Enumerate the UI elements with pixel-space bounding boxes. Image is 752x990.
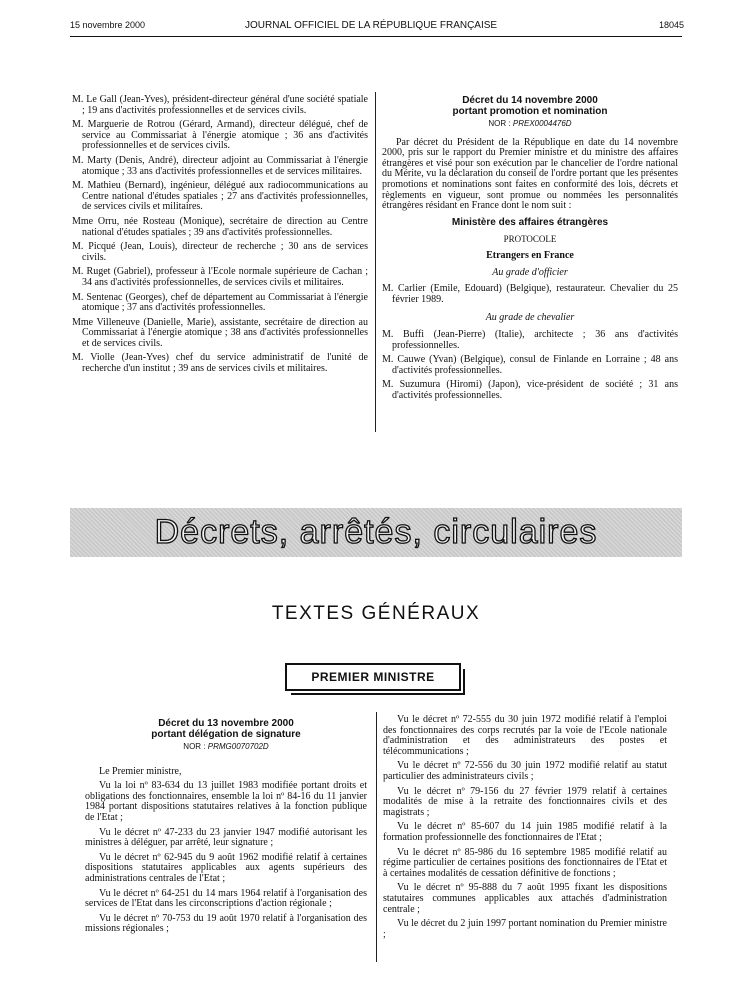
decree-delegation bbox=[85, 718, 367, 939]
visa-item: Vu le décret nº 72-556 du 30 juin 1972 modifié relatif au statut particulier des administrateurs civils ; bbox=[383, 760, 667, 782]
visa-item: Vu le décret nº 85-607 du 14 juin 1985 modifié relatif à la formation professionnelle des fonctionnaires de l'Etat ; bbox=[383, 821, 667, 843]
list-item: M. Marguerie de Rotrou (Gérard, Armand), directeur délégué, chef de service au Commissariat à l'énergie atomique ; 36 ans d'activités professionnelles et de services civils. bbox=[72, 119, 368, 152]
header-rule bbox=[70, 36, 682, 37]
decree-title bbox=[85, 718, 367, 740]
section-heading: Etrangers en France bbox=[486, 249, 574, 261]
list-item: M. Picqué (Jean, Louis), directeur de recherche ; 30 ans de services civils. bbox=[72, 241, 368, 263]
list-item: M. Violle (Jean-Yves) chef du service administratif de l'unité de recherche d'un institut ; 39 ans de services civils et militaires. bbox=[72, 352, 368, 375]
visa-item: Vu le décret nº 64-251 du 14 mars 1964 relatif à l'organisation des services de l'Etat dans les circonscriptions d'action régionale ; bbox=[85, 887, 367, 910]
nor-label: NOR : bbox=[183, 742, 206, 751]
visa-item: Vu le décret du 2 juin 1997 portant nomination du Premier ministre ; bbox=[383, 918, 667, 940]
list-item: M. Marty (Denis, André), directeur adjoint au Commissariat à l'énergie atomique ; 33 ans d'activités professionnelles et de services militaires. bbox=[72, 154, 368, 177]
decree-body: Par décret du Président de la République en date du 14 novembre 2000, pris sur le rapport du Premier ministre et du ministre des affaires étrangères et visé pour son exécution par le chancelier de l'ordre national du Mérite, vu la déclaration du conseil de l'ordre portant que les présentes promotions et nominations sont faites en conformité des lois, décrets et règlements en vigueur, sont promue ou nommées les personnalités étrangères résidant en France dont le nom suit : bbox=[382, 136, 678, 212]
nor-code: PRMG0070702D bbox=[207, 742, 269, 751]
list-item: M. Carlier (Emile, Edouard) (Belgique), restaurateur. Chevalier du 25 février 1989. bbox=[382, 283, 678, 305]
list-item: M. Mathieu (Bernard), ingénieur, délégué aux radiocommunications au Centre national d'études spatiales ; 27 ans d'activités professionnelles, de services civils et militaires. bbox=[72, 180, 368, 213]
nor-reference bbox=[382, 119, 678, 130]
decree-promotion bbox=[382, 95, 678, 405]
decree-title-line: Décret du 14 novembre 2000 bbox=[462, 95, 598, 106]
visa-item: Vu le décret nº 47-233 du 23 janvier 1947 modifié autorisant les ministres à déléguer, par arrêté, leur signature ; bbox=[85, 826, 367, 849]
column-divider bbox=[376, 712, 377, 962]
protocol-heading: PROTOCOLE bbox=[503, 234, 557, 245]
nor-label: NOR : bbox=[488, 119, 511, 128]
decree-title-line: portant délégation de signature bbox=[151, 729, 301, 740]
banner-title: Décrets, arrêtés, circulaires bbox=[154, 513, 598, 551]
list-item: M. Sentenac (Georges), chef de département au Commissariat à l'énergie atomique ; 37 ans d'activités professionnelles. bbox=[72, 291, 368, 314]
section-title: TEXTES GÉNÉRAUX bbox=[271, 603, 481, 624]
list-item: M. Le Gall (Jean-Yves), président-directeur général d'une société spatiale ; 19 ans d'activités professionnelles et de services civils. bbox=[72, 94, 368, 116]
column-divider bbox=[375, 92, 376, 432]
decree-title bbox=[382, 95, 678, 117]
visa-item: Vu le décret nº 70-753 du 19 août 1970 relatif à l'organisation des missions régionales ; bbox=[85, 912, 367, 935]
nor-code: PREX0004476D bbox=[512, 119, 572, 128]
left-column-list bbox=[72, 95, 368, 379]
decree-intro: Le Premier ministre, bbox=[99, 765, 182, 777]
visa-item: Vu la loi nº 83-634 du 13 juillet 1983 modifiée portant droits et obligations des fonctionnaires, ensemble la loi nº 84-16 du 11 janvier 1984 portant dispositions statutaires relatives à la fonction publique de l'Etat ; bbox=[85, 780, 367, 823]
section-banner bbox=[70, 508, 682, 557]
list-item: Mme Orru, née Rosteau (Monique), secrétaire de direction au Centre national d'études spatiales ; 39 ans d'activités professionnelles. bbox=[72, 215, 368, 238]
decree-visas-continued bbox=[383, 715, 667, 944]
header-date: 15 novembre 2000 bbox=[70, 20, 146, 30]
ministry-box bbox=[285, 663, 461, 691]
grade-heading: Au grade d'officier bbox=[492, 266, 568, 278]
page-header bbox=[0, 20, 752, 34]
header-title: JOURNAL OFFICIEL DE LA RÉPUBLIQUE FRANÇAISE bbox=[245, 20, 498, 31]
visa-item: Vu le décret nº 62-945 du 9 août 1962 modifié relatif à certaines dispositions statutaires applicables aux agents supérieurs des administrations centrales de l'Etat ; bbox=[85, 851, 367, 884]
visa-item: Vu le décret nº 85-986 du 16 septembre 1985 modifié relatif au régime particulier de certaines positions des fonctionnaires de l'Etat et à certaines modalités de cessation définitive de fonctions ; bbox=[383, 846, 667, 879]
visa-item: Vu le décret nº 72-555 du 30 juin 1972 modifié relatif à l'emploi des fonctionnaires des corps recrutés par la voie de l'Ecole nationale d'administration et des administrateurs des postes et télécommunications ; bbox=[383, 714, 667, 757]
visa-item: Vu le décret nº 79-156 du 27 février 1979 relatif à certaines modalités de mise à la retraite des fonctionnaires civils et des magistrats ; bbox=[383, 785, 667, 818]
grade-heading: Au grade de chevalier bbox=[485, 312, 575, 324]
visa-item: Vu le décret nº 95-888 du 7 août 1995 fixant les dispositions statutaires communes applicables aux attachés d'administration centrale ; bbox=[383, 882, 667, 915]
ministry-box-label: PREMIER MINISTRE bbox=[311, 670, 435, 684]
list-item: Mme Villeneuve (Danielle, Marie), assistante, secrétaire de direction au Commissariat à l'énergie atomique ; 38 ans d'activités professionnelles et de services civils. bbox=[72, 316, 368, 349]
ministry-heading: Ministère des affaires étrangères bbox=[451, 216, 609, 228]
decree-title-line: Décret du 13 novembre 2000 bbox=[158, 718, 294, 729]
list-item: M. Cauwe (Yvan) (Belgique), consul de Finlande en Lorraine ; 48 ans d'activités professionnelles. bbox=[382, 354, 678, 376]
header-page-number: 18045 bbox=[658, 20, 684, 30]
list-item: M. Suzumura (Hiromi) (Japon), vice-président de société ; 31 ans d'activités professionnelles. bbox=[382, 379, 678, 401]
decree-title-line: portant promotion et nomination bbox=[452, 106, 608, 117]
list-item: M. Buffi (Jean-Pierre) (Italie), architecte ; 36 ans d'activités professionnelles. bbox=[382, 328, 678, 351]
nor-reference bbox=[85, 742, 367, 753]
list-item: M. Ruget (Gabriel), professeur à l'Ecole normale supérieure de Cachan ; 34 ans d'activités professionnelles, de services civils et militaires. bbox=[72, 266, 368, 288]
